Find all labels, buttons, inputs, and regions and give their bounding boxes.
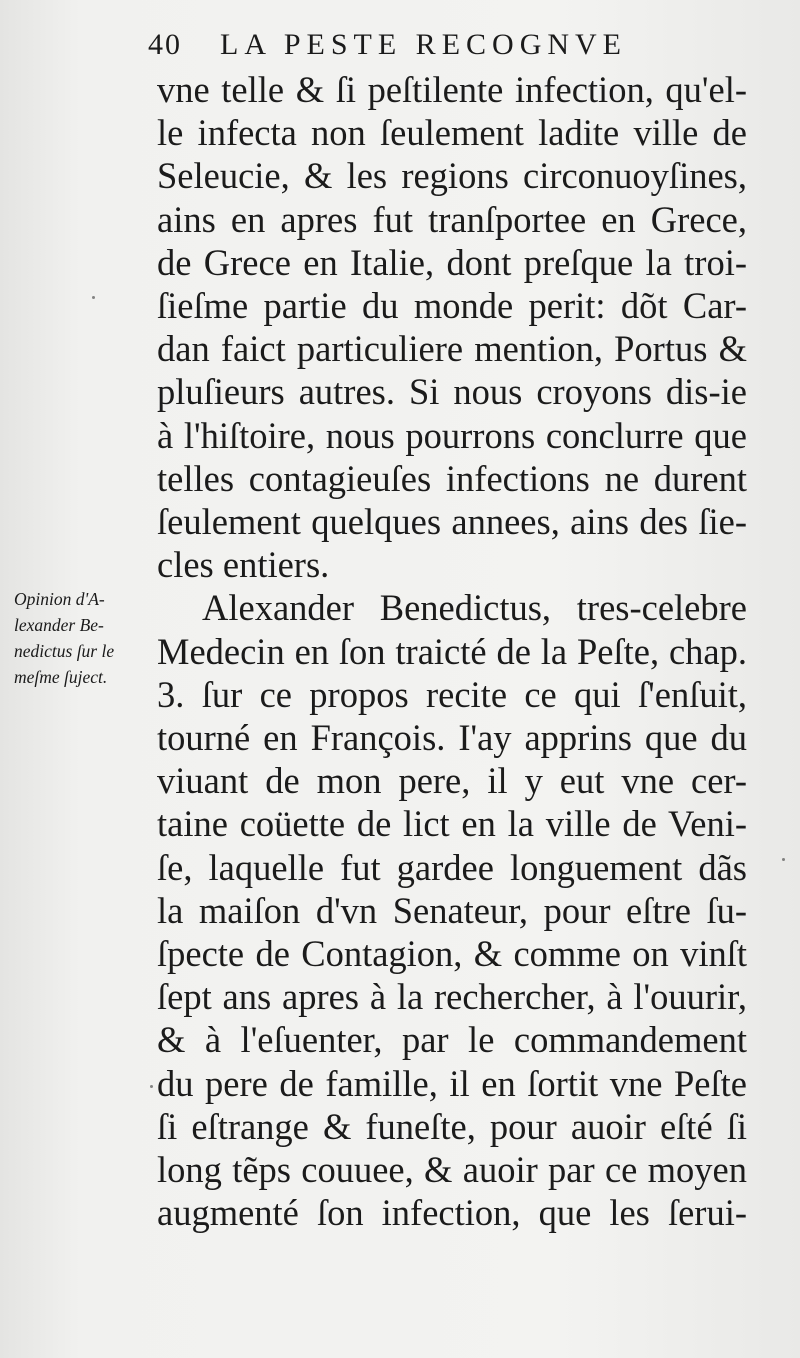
- text-line: pluſieurs autres. Si nous croyons dis-ie: [157, 371, 747, 413]
- text-line: la maiſon d'vn Senateur, pour eſtre ſu-: [157, 889, 747, 931]
- ink-speck: [92, 296, 95, 299]
- text-line: ſieſme partie du monde perit: dõt Car-: [157, 285, 747, 327]
- running-title: LA PESTE RECOGNVE: [220, 28, 628, 61]
- text-line: ſe, laquelle fut gardee longuement dãs: [157, 846, 747, 888]
- margin-note: [14, 586, 159, 690]
- ink-speck: [782, 858, 785, 861]
- text-line: augmenté ſon infection, que les ſerui-: [157, 1192, 747, 1234]
- text-line: viuant de mon pere, il y eut vne cer-: [157, 760, 747, 802]
- margin-note-line: meſme ſuject.: [14, 667, 108, 687]
- margin-note-line: lexander Be-: [14, 615, 104, 635]
- text-line: 3. ſur ce propos recite ce qui ſ'enſuit,: [157, 673, 747, 715]
- page-header: [148, 28, 627, 62]
- text-line: à l'hiſtoire, nous pourrons conclurre que: [157, 414, 747, 456]
- text-line: long tẽps couuee, & auoir par ce moyen: [157, 1149, 747, 1191]
- text-line: Medecin en ſon traicté de la Peſte, chap.: [157, 630, 747, 672]
- margin-note-line: nedictus ſur le: [14, 641, 115, 661]
- page-number: 40: [148, 28, 182, 61]
- text-line: ſeulement quelques annees, ains des ſie-: [157, 501, 747, 543]
- text-line: vne telle & ſi peſtilente infection, qu'el-: [157, 69, 747, 110]
- paragraph-start-line: Alexander Benedictus, tres-celebre: [202, 587, 747, 629]
- text-line: dan faict particuliere mention, Portus &: [157, 328, 747, 370]
- text-line: Seleucie, & les regions circonuoyſines,: [157, 155, 747, 197]
- text-line: de Grece en Italie, dont preſque la troi-: [157, 241, 747, 283]
- text-line: ſi eſtrange & funeſte, pour auoir eſté ſi: [157, 1105, 747, 1147]
- text-line: ains en apres fut tranſportee en Grece,: [157, 198, 747, 240]
- text-line: le infecta non ſeulement ladite ville de: [157, 112, 747, 154]
- text-line: & à l'eſuenter, par le commandement: [157, 1019, 747, 1061]
- text-line: cles entiers.: [157, 544, 330, 586]
- body-text: [157, 68, 747, 1234]
- margin-note-line: Opinion d'A-: [14, 589, 105, 609]
- text-line: ſept ans apres à la rechercher, à l'ouurir,: [157, 976, 747, 1018]
- text-line: ſpecte de Contagion, & comme on vinſt: [157, 933, 747, 975]
- text-line: telles contagieuſes infections ne durent: [157, 457, 747, 499]
- text-line: du pere de famille, il en ſortit vne Peſte: [157, 1062, 747, 1104]
- text-line: taine coüette de lict en la ville de Veni-: [157, 803, 747, 845]
- text-line: tourné en François. I'ay apprins que du: [157, 717, 747, 759]
- ink-speck: [150, 1085, 153, 1088]
